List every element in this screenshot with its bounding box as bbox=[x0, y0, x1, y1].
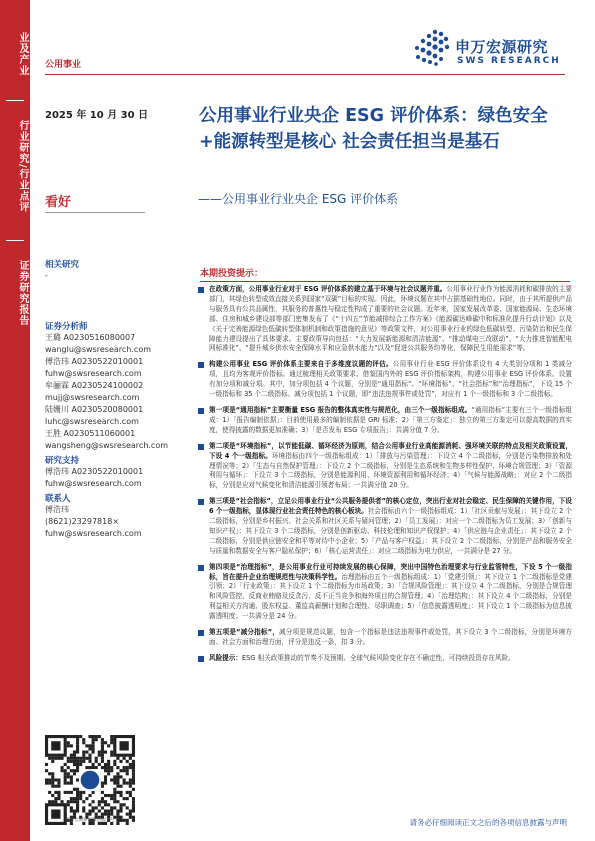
analyst-line: mujj@swsresearch.com bbox=[45, 393, 140, 402]
bullet-body: 社会指标由六个一级指标组成：1）「社区贡献与发展」：其下设立 2 个二级指标，分别是乡村振兴、社会关系和社区关系与疑问管理；2）「员工发展」：对应一个二级指标为员工发展；3）「创新与知识产权」：其下设立 3 个二级指标，分别是创新驱动、科技伦理和知识产权保护；4）「供应链与企业责任」：其下设立 2 个二级指标，分别是供应链安全和平等对待中小企业；5）「产品与客户权益」：其下设立 2 个二级指标，分别是产品和服务安全与质量和数据安全与客户隐私保护；6）「核心运营责任」：对应二级指标为电力供应，一共满分是 27 分。 bbox=[209, 507, 572, 555]
summary-bullet bbox=[196, 654, 572, 664]
qr-caption: 申万宏源研究微信服务号 bbox=[65, 818, 115, 823]
report-subtitle: ——公用事业行业央企 ESG 评价体系 bbox=[198, 192, 399, 206]
bullet-square-icon bbox=[198, 362, 204, 368]
summary-bullet bbox=[196, 442, 572, 492]
summary-bullet bbox=[196, 497, 572, 556]
analyst-line: fuhw@swsresearch.com bbox=[45, 369, 142, 378]
summary-bullet bbox=[196, 406, 572, 436]
bullet-body: 环境指标由四个一级指标组成：1）「排放与污染管理」：下设立 4 个二级指标，分别是污染物排放和处理情况等；2）「生态与自然保护管理」：下设立 2 个二级指标，分别是生态系统和生物多样性保护、环境合规管理；3）「资源利用与循环」：下设立 3 个二级指标，分别是能源利用、环境资源利用和循环经济；4）「气候与能源战略」：对应 2 个二级指标，分别是应对气候变化和清洁能源引领者布局；一共满分值 20 分。 bbox=[209, 451, 573, 490]
bullet-lead: 第四项是“治理指标”，是公用事业行业可持续发展的核心保障，突出中国特色治理要求与行业监管特性，下设 5 个一级指标，旨在提升企业治理规范性与决策科学性。 bbox=[209, 562, 572, 581]
related-research-label: 相关研究 bbox=[45, 260, 80, 270]
summary-bullet bbox=[196, 285, 572, 354]
analyst-line: luhc@swsresearch.com bbox=[45, 417, 139, 426]
bullet-lead: 构建公用事业 ESG 评价体系主要来自于多维度议题的评估。 bbox=[209, 360, 393, 369]
sidebar-divider bbox=[6, 100, 24, 101]
summary-bullet bbox=[196, 563, 572, 622]
analyst-line: wanglu@swsresearch.com bbox=[45, 345, 152, 354]
sidebar-section-report-type: 行业研究/行业点评 bbox=[17, 120, 28, 213]
bullet-square-icon bbox=[198, 630, 204, 636]
report-date: 2025 年 10 月 30 日 bbox=[45, 110, 149, 121]
bullet-square-icon bbox=[198, 656, 204, 662]
contact-line: fuhw@swsresearch.com bbox=[45, 529, 142, 538]
company-logo bbox=[405, 22, 565, 72]
summary-divider bbox=[200, 281, 570, 282]
contact-list bbox=[45, 504, 180, 540]
logo-mark-icon bbox=[405, 22, 453, 70]
analyst-line: 傅浩玮 A0230522010001 bbox=[45, 357, 144, 366]
analyst-line: 陆姗川 A0230520080001 bbox=[45, 405, 144, 414]
related-research-value: - bbox=[45, 271, 48, 280]
industry-rating: 看好 bbox=[45, 195, 72, 210]
bullet-body: 公用事业行业 ESG 评价体系设有 4 大类别分项和 1 类减分项，且均为客观评价指标。通过梳理相关政策要求、借鉴国内外的 ESG 评价指标架构，构建公用事业 ESG 评价体系。设置有加分项和减分项。其中，加分项包括 4 个议题，分别是“通用指标”、“环境指标”、“社会指标”和“治理指标”，下设 15 个一级指标和 35 个二级指标。减分项包括 1 个议题，即“违法违规事件或处罚”，对应有 1 个一级指标和 3 个二级指标。 bbox=[209, 360, 572, 399]
logo-name-cn: 申万宏源研究 bbox=[455, 38, 549, 56]
bullet-body: 减分项是规范议题，包含一个指标是违法违规事件或处罚，其下设立 3 个二级指标，分别是环境方面、社会方面和治理方面，评分是违反一条，扣 3 分。 bbox=[209, 628, 572, 646]
bullet-body: ESG 相关政策推动的节奏不及预期、全球气候风险变化存在不确定性、可持续投资存在风险。 bbox=[241, 653, 515, 662]
summary-bullet bbox=[196, 628, 572, 648]
header-divider bbox=[45, 74, 565, 75]
bullet-lead: 在政策方面，公用事业行业对于 ESG 评价体系的建立基于环境与社会议题并重。 bbox=[209, 285, 447, 293]
report-title: 公用事业行业央企 ESG 评价体系：绿色安全+能源转型是核心 社会责任担当是基石 bbox=[199, 106, 548, 152]
footer-disclaimer: 请务必仔细阅读正文之后的各项信息披露与声明 bbox=[409, 818, 567, 827]
bullet-lead: 第二项是“环境指标”，以节能低碳、循环经济为原则，结合公用事业行业高能源消耗、强环境关联的特点及相关政策设置，下设 4 个一级指标。 bbox=[209, 441, 572, 460]
header-category: 公用事业 bbox=[45, 60, 82, 70]
sidebar bbox=[0, 0, 30, 841]
qr-code-icon bbox=[45, 735, 135, 825]
contact-label: 联系人 bbox=[45, 494, 71, 504]
analyst-line: 牟骊霖 A0230524100002 bbox=[45, 381, 144, 390]
logo-name-en: SWS RESEARCH bbox=[457, 56, 561, 66]
bullet-body: 治理指标由五个一级指标组成：1）「党建引领」：其下设立 1 个二级指标是党建引领；2）「行业政策」：其下设立 1 个二级指标为市场政策；3）「合规风险管理」：其下设立 4 个二级指标，分别是合规管理和风险管控、反商业贿赂及反贪污、反不正当竞争和海外项目的合规管理；4）「治理结构」：其下设立 4 个二级指标，分别是利益相关方沟通、股东权益、董监高薪酬计划和合理性、尽职调查；5）「信息披露透明度」：其下设立 1 个二级指标为信息披露透明度；一共满分是 24 分。 bbox=[209, 572, 572, 621]
summary-bullets bbox=[196, 285, 572, 670]
bullet-square-icon bbox=[198, 565, 204, 571]
bullet-body: “通用指标”主要有三个一级指标组成：1）「报告编制依据」：目前使用最多的编制依据是 GRI 标准；2）「第三方鉴定」：独立的第三方鉴定可以提高数据的真实度，使得披露的数据更加准确；3）「是否发布 ESG 专项报告」：共满分值 7 分。 bbox=[209, 405, 572, 434]
analysts-label: 证券分析师 bbox=[45, 322, 88, 332]
bullet-lead: 风险提示： bbox=[209, 653, 242, 662]
author-column bbox=[45, 258, 180, 540]
analyst-line: 王璐 A0230516080007 bbox=[45, 333, 136, 342]
support-line: fuhw@swsresearch.com bbox=[45, 479, 142, 488]
bullet-square-icon bbox=[198, 287, 204, 293]
sidebar-section-industry: 业及产业 bbox=[17, 32, 28, 76]
summary-bullet bbox=[196, 360, 572, 400]
analyst-list bbox=[45, 332, 180, 452]
bullet-square-icon bbox=[198, 408, 204, 414]
sidebar-divider bbox=[6, 240, 24, 241]
summary-heading: 本期投资提示： bbox=[200, 269, 264, 279]
support-list bbox=[45, 466, 180, 490]
support-line: 傅浩玮 A0230522010001 bbox=[45, 467, 144, 476]
bullet-square-icon bbox=[198, 499, 204, 505]
contact-line: (8621)23297818× bbox=[45, 517, 120, 526]
contact-line: 傅浩玮 bbox=[45, 505, 69, 514]
bullet-lead: 第三项是“社会指标”，立足公用事业行业“公共服务提供者”的核心定位，突出行业对社会稳定、民生保障的关键作用，下设 6 个一级指标，显体现行业社会责任特色的核心板块。 bbox=[209, 497, 572, 516]
bullet-lead: 第一项是“通用指标”主要衡量 ESG 报告的整体真实性与规范化，由三个一级指标组成。 bbox=[209, 405, 472, 414]
analyst-line: wangsheng@swsresearch.com bbox=[45, 441, 169, 450]
rating-divider bbox=[45, 212, 145, 213]
bullet-square-icon bbox=[198, 444, 204, 450]
bullet-lead: 第五项是“减分指标”， bbox=[209, 628, 279, 637]
research-support-label: 研究支持 bbox=[45, 456, 80, 466]
sidebar-section-securities: 证券研究报告 bbox=[17, 260, 28, 326]
analyst-line: 王胜 A0230511060001 bbox=[45, 429, 136, 438]
bullet-body: 公用事业行业作为能源消耗和碳排放的主要部门，其绿色转型成效直接关系到国家“双碳”目标的实现。因此，环境议题在其中占据基础性地位。同时，由于其所提供产品与服务具有公共品属性，其服务的普惠性与稳定性构成了重要的社会议题。近年来，国家发展改革委、国家能源局、生态环境部、住房和城乡建设部等部门密集发布了《“十四五”节能减排综合工作方案》《能源碳达峰碳中和标准化提升行动计划》以及《关于完善能源绿色低碳转型体制机制和政策措施的意见》等政策文件，对公用事业行业的绿色低碳转型、污染防治和民生保障能力建设提出了具体要求。主要政策导向包括：“大力发展新能源和清洁能源”、“推动煤电三改联动”、“大力推进智能配电网标准化”、“提升城乡供水安全保障水平和应急供水能力”以及“促进公共服务均等化，保障民生用能需求”等。 bbox=[209, 285, 572, 353]
